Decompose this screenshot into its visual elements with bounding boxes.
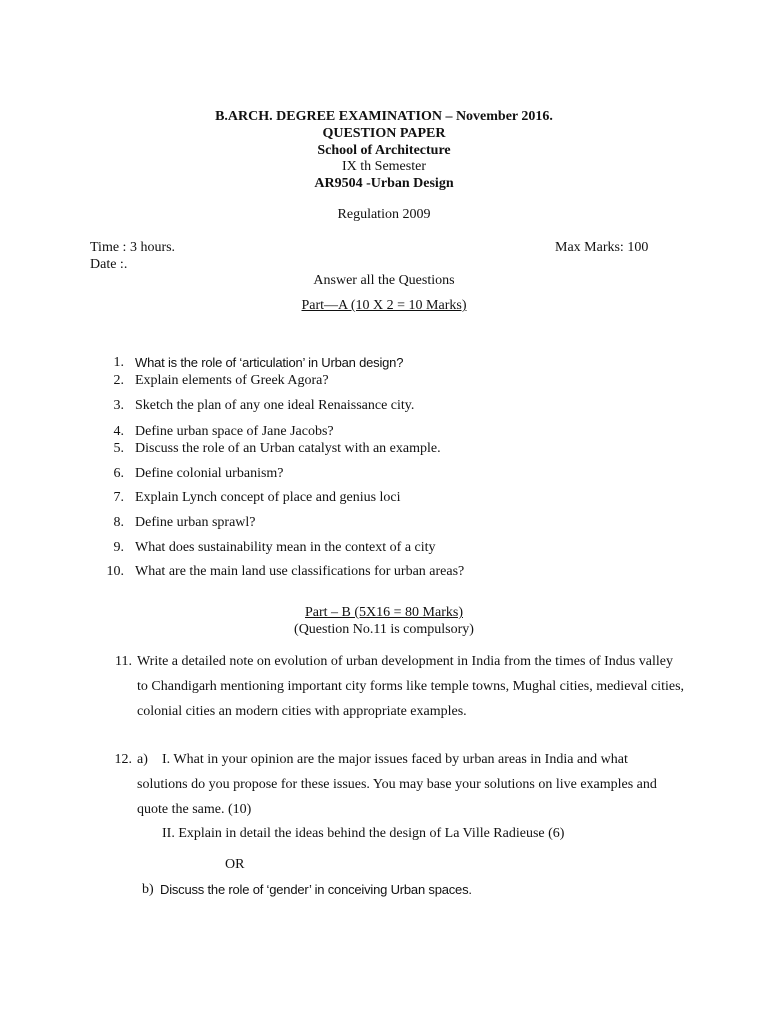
subquestion-b-text: Discuss the role of ‘gender’ in conceiving Urban spaces. (160, 882, 472, 897)
question-text: Explain Lynch concept of place and genius loci (135, 490, 401, 505)
question-line: to Chandigarh mentioning important city forms like temple towns, Mughal cities, medieval cities, (137, 679, 685, 694)
question-number: 3. (113, 398, 124, 413)
question-text: Define urban space of Jane Jacobs? (135, 424, 334, 439)
question-number: 7. (113, 490, 124, 505)
question-line: Write a detailed note on evolution of urban development in India from the times of Indus valley (137, 654, 673, 669)
question-text: Define urban sprawl? (135, 515, 256, 530)
part-a-title (0, 298, 768, 314)
part-b-title-text: Part – B (5X16 = 80 Marks) (305, 605, 463, 620)
question-text: What is the role of ‘articulation’ in Urban design? (135, 355, 404, 370)
max-marks: Max Marks: 100 (555, 240, 649, 255)
subquestion-b-label: b) (142, 882, 154, 897)
question-text: What does sustainability mean in the context of a city (135, 540, 436, 555)
exam-title: B.ARCH. DEGREE EXAMINATION – November 2016. (215, 109, 553, 124)
question-line: I. What in your opinion are the major issues faced by urban areas in India and what (162, 752, 628, 767)
question-text: Explain elements of Greek Agora? (135, 373, 329, 388)
or-separator: OR (225, 857, 245, 872)
subquestion-a-label: a) (137, 752, 148, 767)
question-number: 1. (113, 355, 124, 370)
question-number: 2. (113, 373, 124, 388)
question-number: 12. (114, 752, 132, 767)
paper-title: QUESTION PAPER (322, 126, 446, 141)
subquestion-a-ii: II. Explain in detail the ideas behind the design of La Ville Radieuse (6) (162, 826, 565, 841)
question-number: 6. (113, 466, 124, 481)
regulation: Regulation 2009 (337, 207, 431, 222)
time-label: Time : 3 hours. (90, 240, 176, 255)
part-b-note: (Question No.11 is compulsory) (294, 622, 474, 637)
question-line: colonial cities an modern cities with appropriate examples. (137, 704, 467, 719)
part-a-title-text: Part—A (10 X 2 = 10 Marks) (301, 298, 467, 313)
part-b-title (0, 605, 768, 621)
question-number: 9. (113, 540, 124, 555)
question-line: quote the same. (10) (137, 802, 252, 817)
question-line: solutions do you propose for these issues. You may base your solutions on live examples and (137, 777, 657, 792)
question-number: 11. (115, 654, 132, 669)
date-label: Date :. (90, 257, 128, 272)
question-number: 5. (113, 441, 124, 456)
school-name: School of Architecture (317, 143, 451, 158)
question-number: 4. (113, 424, 124, 439)
question-number: 10. (106, 564, 124, 579)
course-title: AR9504 -Urban Design (314, 176, 454, 191)
question-text: What are the main land use classifications for urban areas? (135, 564, 465, 579)
question-text: Define colonial urbanism? (135, 466, 284, 481)
semester: IX th Semester (342, 159, 426, 174)
question-text: Sketch the plan of any one ideal Renaissance city. (135, 398, 415, 413)
question-text: Discuss the role of an Urban catalyst with an example. (135, 441, 441, 456)
question-number: 8. (113, 515, 124, 530)
instruction: Answer all the Questions (313, 273, 455, 288)
